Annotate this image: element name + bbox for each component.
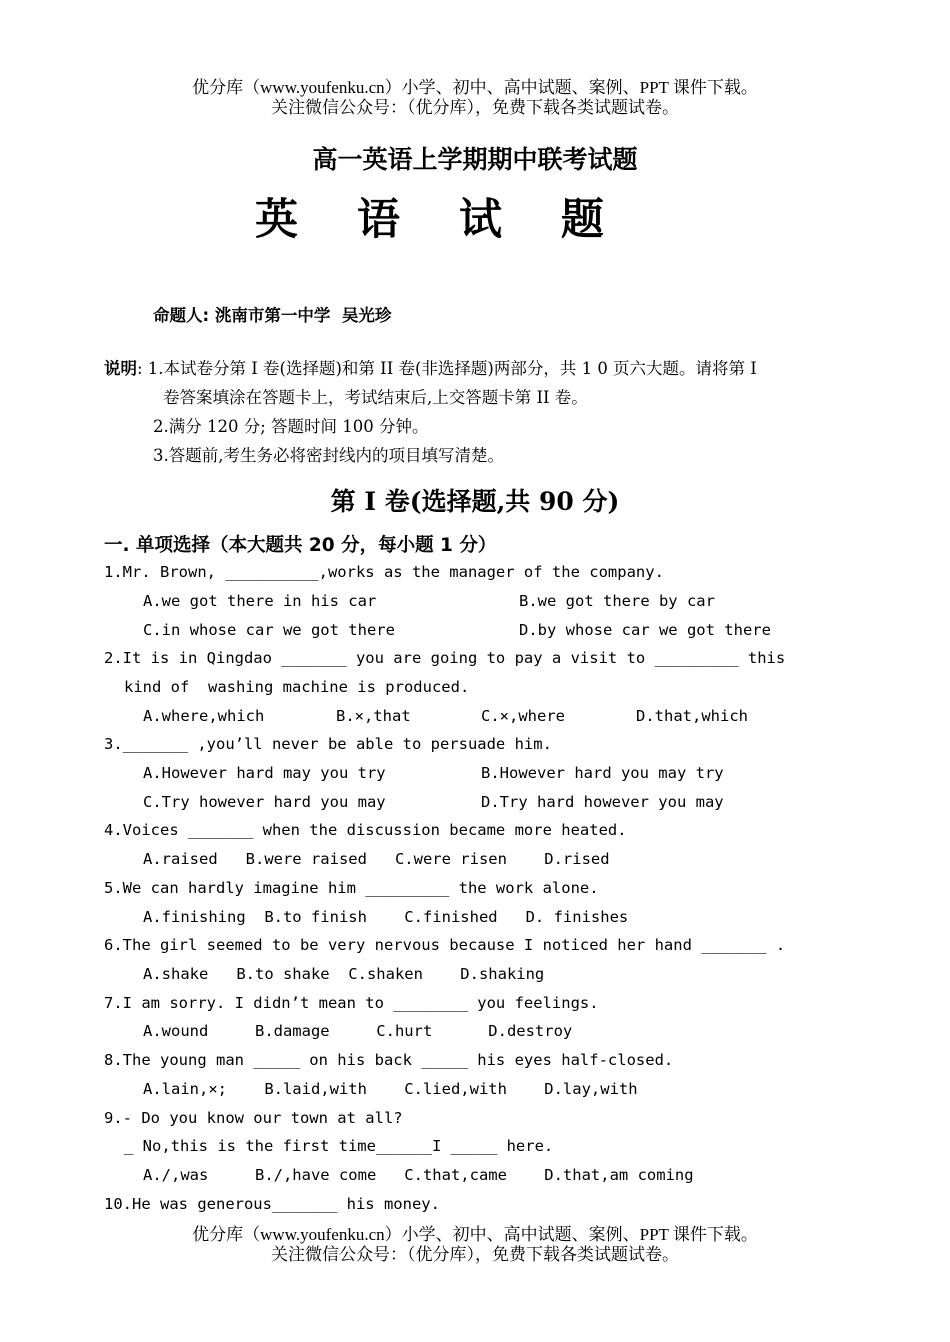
- question-1-option-b: B.we got there by car: [519, 592, 715, 610]
- question-8-options: A.lain,×; B.laid,with C.lied,with D.lay,with: [143, 1080, 638, 1098]
- question-9-options: A./,was B./,have come C.that,came D.that,am coming: [143, 1166, 694, 1184]
- instructions-line-1: [104, 359, 757, 379]
- instructions-label: 说明: [104, 359, 137, 378]
- question-2-line-1: 2.It is in Qingdao _______ you are going to pay a visit to _________ this: [104, 649, 786, 667]
- question-4: 4.Voices _______ when the discussion became more heated.: [104, 821, 627, 839]
- section-1-title: 一. 单项选择（本大题共 20 分，每小题 1 分）: [104, 535, 497, 556]
- question-2-line-2: kind of washing machine is produced.: [124, 678, 470, 696]
- question-1-option-d: D.by whose car we got there: [519, 621, 771, 639]
- question-3-option-c: C.Try however hard you may: [143, 793, 386, 811]
- question-6-options: A.shake B.to shake C.shaken D.shaking: [143, 965, 545, 983]
- question-2-option-c: C.×,where: [481, 707, 565, 725]
- question-5: 5.We can hardly imagine him _________ the work alone.: [104, 879, 599, 897]
- footer-line-2: 关注微信公众号：（优分库），免费下载各类试题试卷。: [271, 1245, 679, 1264]
- instructions-item-2: 2.满分 120 分; 答题时间 100 分钟。: [153, 417, 429, 436]
- question-3-option-d: D.Try hard however you may: [481, 793, 724, 811]
- question-2-option-d: D.that,which: [636, 707, 748, 725]
- question-1: 1.Mr. Brown, __________,works as the manager of the company.: [104, 563, 664, 581]
- footer-line-1: 优分库（www.youfenku.cn）小学、初中、高中试题、案例、PPT 课件下载。: [192, 1225, 758, 1244]
- instructions-item-3: 3.答题前,考生务必将密封线内的项目填写清楚。: [153, 446, 504, 465]
- question-8: 8.The young man _____ on his back _____ his eyes half-closed.: [104, 1051, 674, 1069]
- part-1-title: 第 I 卷(选择题,共 90 分): [330, 487, 620, 516]
- question-10: 10.He was generous_______ his money.: [104, 1195, 440, 1213]
- question-3-option-b: B.However hard you may try: [481, 764, 724, 782]
- question-3: 3._______ ,you’ll never be able to persuade him.: [104, 735, 552, 753]
- instructions-item-1b: 卷答案填涂在答题卡上，考试结束后,上交答题卡第 II 卷。: [163, 388, 588, 407]
- question-1-option-c: C.in whose car we got there: [143, 621, 395, 639]
- question-2-option-b: B.×,that: [336, 707, 411, 725]
- question-6: 6.The girl seemed to be very nervous because I noticed her hand _______ .: [104, 936, 786, 954]
- question-4-options: A.raised B.were raised C.were risen D.rised: [143, 850, 610, 868]
- question-1-option-a: A.we got there in his car: [143, 592, 377, 610]
- exam-title: 高一英语上学期期中联考试题: [312, 145, 638, 174]
- question-9-line-1: 9.- Do you know our town at all?: [104, 1109, 403, 1127]
- question-7: 7.I am sorry. I didn’t mean to ________ you feelings.: [104, 994, 599, 1012]
- question-7-options: A.wound B.damage C.hurt D.destroy: [143, 1022, 573, 1040]
- question-9-line-2: _ No,this is the first time______I _____ here.: [124, 1137, 554, 1155]
- exam-subject-title: 英 语 试 题: [255, 195, 626, 245]
- author-line: 命题人: 洮南市第一中学 吴光珍: [153, 306, 392, 325]
- instructions-item-1a: : 1.本试卷分第 I 卷(选择题)和第 II 卷(非选择题)两部分，共 1 0 页六大题。请将第 I: [137, 359, 757, 378]
- question-5-options: A.finishing B.to finish C.finished D. finishes: [143, 908, 629, 926]
- header-line-2: 关注微信公众号：（优分库），免费下载各类试题试卷。: [271, 98, 679, 117]
- question-3-option-a: A.However hard may you try: [143, 764, 386, 782]
- header-line-1: 优分库（www.youfenku.cn）小学、初中、高中试题、案例、PPT 课件下载。: [192, 78, 758, 97]
- question-2-option-a: A.where,which: [143, 707, 265, 725]
